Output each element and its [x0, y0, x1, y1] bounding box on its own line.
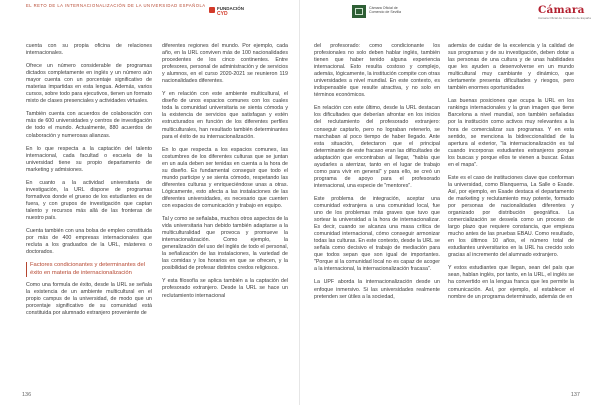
fundacion-logo-line1: FUNDACIÓN: [217, 6, 244, 11]
paragraph: del profesorado: como condicionante los profesionales no solo deben hablar inglés, también tienen que haber tenido alguna experiencia internacional. Esto resulta costoso y complejo, además, lógicamente, la institución compite con otras universidades a nivel mundial. En este contexto, es indispensable que resulte atractiva, y no solo en términos económicos.: [314, 43, 440, 99]
page-number-right: 137: [570, 392, 580, 398]
left-page-column-2: [162, 43, 288, 306]
camara-sevilla-mark-icon: [352, 5, 366, 18]
paragraph: Este problema de integración, aceptar una comunidad extranjera a una comunidad local, fue uno de los problemas más graves que tuvo que sortear la universidad a la hora de internacionalizar. Es decir, cuando se alcanza una masa crítica de comunidad internacional, cómo conseguir armonizar todas las culturas. En este contexto, desde la URL se señala como decisivo el trabajo de mediación para que todos sepan que son igual de importantes. "Porque si la comunidad local no es capaz de acoger a la internacional, la internacionalización fracasa".: [314, 195, 440, 273]
fundacion-cyd-logo: [209, 6, 249, 18]
running-header-title: EL RETO DE LA INTERNACIONALIZACIÓN DE LA UNIVERSIDAD ESPAÑOLA: [26, 3, 206, 8]
paragraph: En relación con este último, desde la URL destacan los dificultades que deberían afrontar en los inicios del reclutamiento del profesorado extranjero: conseguir captarlo, pero no lograban retenerlo, se marchaban al poco tiempo de haber llegado. Ante esta situación, detectaron que el principal determinante de este fracaso eran las dificultades de adaptación que encontraban al llegar, "había que ayudarles a aterrizar, tanto en el lugar de trabajo como para vivir en general" y para ello, se creó un programa de apoyo para el profesorado internacional, una especie de "mentores".: [314, 105, 440, 189]
camara-sevilla-text: Cámara Oficial de Comercio de Sevilla: [369, 6, 401, 15]
right-page-column-2: [448, 43, 574, 307]
fundacion-logo-line2: CYD: [217, 11, 228, 17]
paragraph: diferentes regiones del mundo. Por ejemplo, cada año, en la URL conviven más de 100 nacionalidades procedentes de los cinco continentes. Entre profesores, personal de administración y de servicios y alumnos, en el curso 2020-2021 se reunieron 119 nacionalidades diferentes.: [162, 43, 288, 85]
paragraph: Y estos estudiantes que llegan, sean del país que sean, hablan inglés, por tanto, en la URL, el inglés se ha convertido en la lengua franca que les permite la comunicación. Así, por ejemplo, al establecer el nombre de un programa determinado, además de en: [448, 265, 574, 300]
paragraph: También cuenta con acuerdos de colaboración con más de 600 universidades y centros de investigación de todo el mundo. Actualmente, 880 acuerdos de colaboración y numerosas alianzas.: [26, 111, 152, 139]
paragraph: La UPF aborda la internacionalización desde un enfoque inmersivo. Si las universidades realmente pretenden ser útiles a la sociedad,: [314, 279, 440, 300]
camara-espana-logo: [538, 4, 598, 22]
page-number-left: 136: [22, 392, 32, 398]
right-page: [300, 0, 600, 405]
paragraph: En cuanto a la actividad universitaria de investigación, la URL dispone de programas formativos donde el grueso de los estudiantes es de fuera, y con grupos de investigación que captan talento y recursos más allá de las fronteras de nuestro país.: [26, 179, 152, 221]
paragraph: cuenta con su propia oficina de relaciones internacionales.: [26, 43, 152, 57]
section-subheading: Factores condicionantes y determinantes del éxito en materia de internacionalización: [26, 262, 152, 277]
left-page-column-1: [26, 43, 152, 323]
paragraph: Ofrece un número considerable de programas dictados completamente en inglés y un número aún mayor cuenta con un porcentaje significativo de materias impartidas en esta lengua. Además, varios cursos, sobre todo para ejecutivos, tienen un formato mixto de clases presenciales y actividades virtuales.: [26, 63, 152, 105]
paragraph: En lo que respecta a la captación del talento internacional, cada facultad o escuela de la universidad tiene su propio departamento de marketing y admisiones.: [26, 145, 152, 173]
paragraph: Y esta filosofía se aplica también a la captación del profesorado extranjero. Desde la URL se hace un reclutamiento internacional: [162, 278, 288, 299]
camara-logo-subtitle: Cámara Oficial de Comercio de España: [538, 16, 591, 20]
right-page-column-1: [314, 43, 440, 307]
camara-sevilla-logo: [352, 5, 412, 19]
paragraph: Cuenta también con una bolsa de empleo constituida por más de 400 empresas internacionales que recluta a los graduados de la URL, másteres o doctorados.: [26, 228, 152, 256]
paragraph: Y en relación con este ambiente multicultural, el diseño de unos espacios comunes con los cuales toda la comunidad universitaria se sienta cómoda y la existencia de servicios que satisfagan y estén estructurados en función de los diferentes perfiles multiculturales, han resultado también determinantes para el éxito de su internacionalización.: [162, 91, 288, 140]
paragraph: En lo que respecta a los espacios comunes, las costumbres de los diferentes culturas que se juntan en un aula deben ser tenidas en cuenta a la hora de su diseño. Es fundamental conseguir que todo el mundo participe y se sienta cómodo, respetando las diferentes culturas y enriqueciéndose unas a otras. Lógicamente, esto afecta a las instalaciones de las diferentes universidades, es necesario que cuenten con espacios de comunicación y trabajo en equipo.: [162, 146, 288, 209]
paragraph: además de cuidar de la excelencia y la calidad de sus programas y de su investigación, deben dotar a las personas de una cultura y de unas habilidades que les ayuden a desenvolverse en un mundo multicultural muy cambiante y dinámico, que ciertamente presenta dificultades y riesgos, pero también enormes oportunidades: [448, 43, 574, 92]
fundacion-logo-mark-icon: [209, 7, 215, 13]
paragraph: Tal y como se señalaba, muchos otros aspectos de la vida universitaria han debido también adaptarse a la multiculturalidad que provoca y promueve la internacionalización. Como ejemplo, la generalización del uso del inglés de todo el personal, la señalización de las instalaciones, la variedad de las comidas y los horarios en que se ofrecen, y la posibilidad de profesar distintos credos religiosos.: [162, 216, 288, 272]
paragraph: Las buenas posiciones que ocupa la URL en los rankings internacionales y la gran imagen que tiene Barcelona a nivel mundial, son también señaladas por la institución como activos muy relevantes a la hora de comercializar sus programas. Y en esta sentido, se menciona la bidireccionalidad de la apertura al exterior, "la internacionalización es tal cuando incorporas estudiantes extranjeros porque los buscas y porque ellos te vienen a buscar. Éstas en el mapa".: [448, 98, 574, 168]
camara-logo-word: Cámara: [538, 4, 585, 16]
paragraph: Este es el caso de instituciones clave que conforman la universidad, como Blanquerna, La Salle o Esade. Así, por ejemplo, en Esade destaca el departamento de marketing y reclutamiento muy potente, formado por personas de nacionalidades diferentes y organizado por distribución geográfica. La comercialización se desvela como un proceso de largo plazo que requiere constancia, que empieza mucho antes de las pruebas EBAU. Como resultado, en los últimos 10 años, el número total de estudiantes universitarios en la URL ha crecido solo gracias al incremento del alumnado extranjero.: [448, 174, 574, 259]
paragraph: Como una formula de éxito, desde la URL se señala la existencia de un ambiente multicultural en el propio campus de la universidad, de modo que un porcentaje significativo de su comunidad está constituida por alumnado extranjero proveniente de: [26, 282, 152, 317]
